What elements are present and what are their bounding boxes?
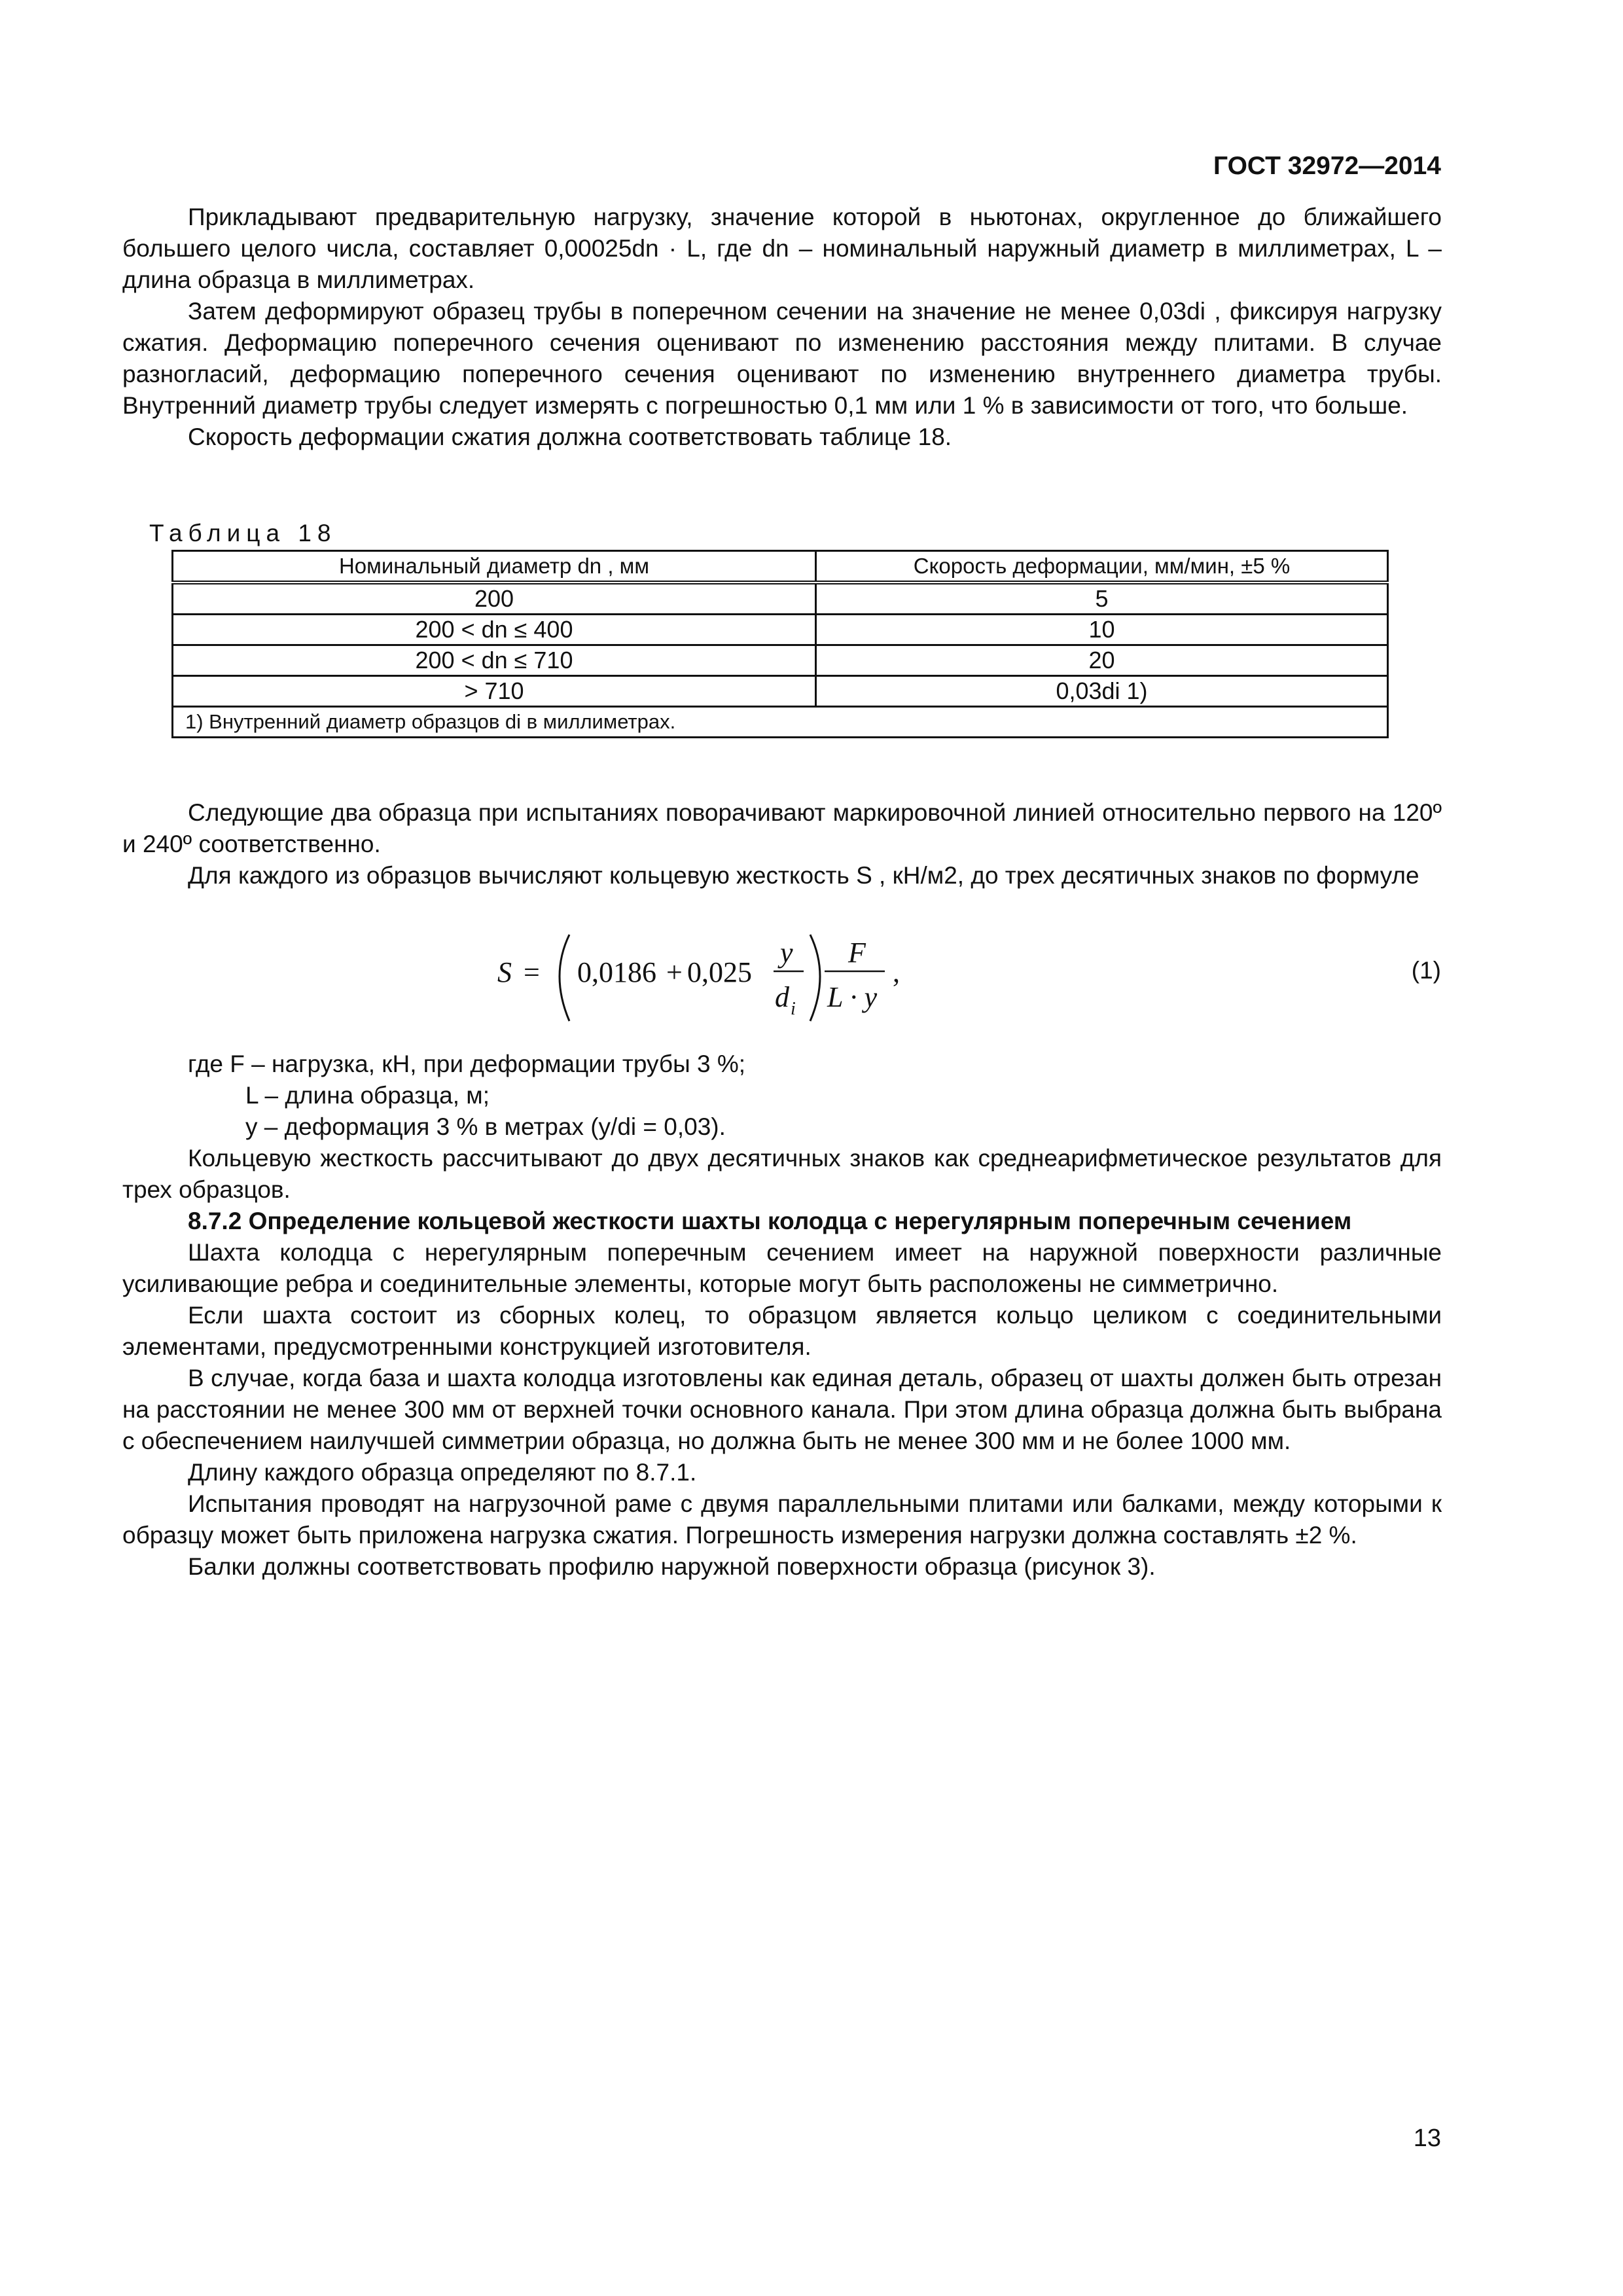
cell-speed: 5 [816, 583, 1388, 615]
paragraph-test-frame: Испытания проводят на нагрузочной раме с двумя параллельными плитами или балками, между которыми к образцу может быть приложена нагрузка сжатия. Погрешность измерения нагрузки должна составлять ±2 %. [122, 1490, 1442, 1549]
definition-L: L – длина образца, м; [245, 1082, 490, 1109]
intro-section [122, 202, 1442, 453]
paragraph-speed-ref: Скорость деформации сжатия должна соответствовать таблице 18. [188, 423, 952, 450]
paragraph-stiffness: Для каждого из образцов вычисляют кольцевую жесткость S , кН/м2, до трех десятичных знаков по формуле [188, 862, 1419, 889]
formula-1 [0, 923, 1623, 1034]
cell-speed: 20 [816, 645, 1388, 676]
table-row [173, 583, 1388, 615]
cell-diameter: 200 [173, 583, 816, 615]
cell-speed: 10 [816, 615, 1388, 645]
table-footnote-row [173, 707, 1388, 738]
left-paren [560, 935, 569, 1021]
formula-constant-2: 0,025 [687, 956, 752, 988]
cell-diameter: 200 < dn ≤ 400 [173, 615, 816, 645]
section-heading-8-7-2: 8.7.2 Определение кольцевой жесткости шахты колодца с нерегулярным поперечным сечением [188, 1208, 1352, 1234]
paragraph-preload: Прикладывают предварительную нагрузку, значение которой в ньютонах, округленное до ближайшего большего целого числа, составляет 0,00025dn · L, где dn – номинальный наружный диаметр в миллиметрах, L – длина образца в миллиметрах. [122, 204, 1442, 293]
paragraph-beams: Балки должны соответствовать профилю наружной поверхности образца (рисунок 3). [188, 1553, 1156, 1580]
paragraph-single-part: В случае, когда база и шахта колодца изготовлены как единая деталь, образец от шахты должен быть отрезан на расстоянии не менее 300 мм от верхней точки основного канала. При этом длина образца должна быть выбрана с обеспечением наилучшей симметрии образца, но должна быть не менее 300 мм и не более 1000 мм. [122, 1365, 1442, 1454]
paragraph-shaft: Шахта колодца с нерегулярным поперечным сечением имеет на наружной поверхности различные усиливающие ребра и соединительные элементы, которые могут быть расположены не симметрично. [122, 1239, 1442, 1297]
formula-lhs: S [497, 956, 512, 988]
calculation-intro [122, 797, 1442, 891]
ring-stiffness-formula [497, 923, 916, 1034]
header-speed: Скорость деформации, мм/мин, ±5 % [816, 551, 1388, 583]
table-18 [171, 550, 1389, 738]
standard-designation: ГОСТ 32972—2014 [1213, 152, 1441, 180]
page-number: 13 [1413, 2125, 1441, 2152]
paragraph-length: Длину каждого образца определяют по 8.7.1. [188, 1459, 697, 1486]
fraction1-denominator-sub: i [791, 999, 796, 1019]
formula-constant-1: 0,0186 [577, 956, 656, 988]
fraction1-denominator: d [775, 981, 789, 1013]
fraction2-denominator: L · y [827, 981, 878, 1013]
formula-plus: + [666, 956, 683, 988]
formula-comma: , [893, 956, 900, 988]
definition-F: где F – нагрузка, кН, при деформации трубы 3 %; [188, 1050, 746, 1077]
table-header-row [173, 551, 1388, 583]
fraction1-numerator: y [780, 937, 793, 969]
definition-y: y – деформация 3 % в метрах (y/di = 0,03). [245, 1113, 726, 1140]
formula-number: (1) [1411, 957, 1441, 984]
right-paren [810, 935, 820, 1021]
table-row [173, 645, 1388, 676]
table-row [173, 676, 1388, 707]
header-diameter: Номинальный диаметр dn , мм [173, 551, 816, 583]
variable-definitions [122, 1049, 1442, 1143]
main-section [122, 1143, 1442, 1583]
paragraph-rings: Если шахта состоит из сборных колец, то образцом является кольцо целиком с соединительными элементами, предусмотренными конструкцией изготовителя. [122, 1302, 1442, 1360]
paragraph-average: Кольцевую жесткость рассчитывают до двух десятичных знаков как среднеарифметическое результатов для трех образцов. [122, 1145, 1442, 1203]
table-caption: Таблица 18 [149, 520, 337, 547]
cell-speed: 0,03di 1) [816, 676, 1388, 707]
cell-diameter: > 710 [173, 676, 816, 707]
formula-equals: = [524, 956, 540, 988]
cell-diameter: 200 < dn ≤ 710 [173, 645, 816, 676]
paragraph-rotation: Следующие два образца при испытаниях поворачивают маркировочной линией относительно первого на 120º и 240º соответственно. [122, 799, 1442, 857]
table-footnote: 1) Внутренний диаметр образцов di в миллиметрах. [173, 707, 1388, 738]
paragraph-deformation: Затем деформируют образец трубы в поперечном сечении на значение не менее 0,03di , фиксируя нагрузку сжатия. Деформацию поперечного сечения оценивают по изменению расстояния между плитами. В случае разногласий, деформацию поперечного сечения оценивают по изменению внутреннего диаметра трубы. Внутренний диаметр трубы следует измерять с погрешностью 0,1 мм или 1 % в зависимости от того, что больше. [122, 298, 1442, 419]
table-row [173, 615, 1388, 645]
fraction2-numerator: F [848, 937, 866, 969]
